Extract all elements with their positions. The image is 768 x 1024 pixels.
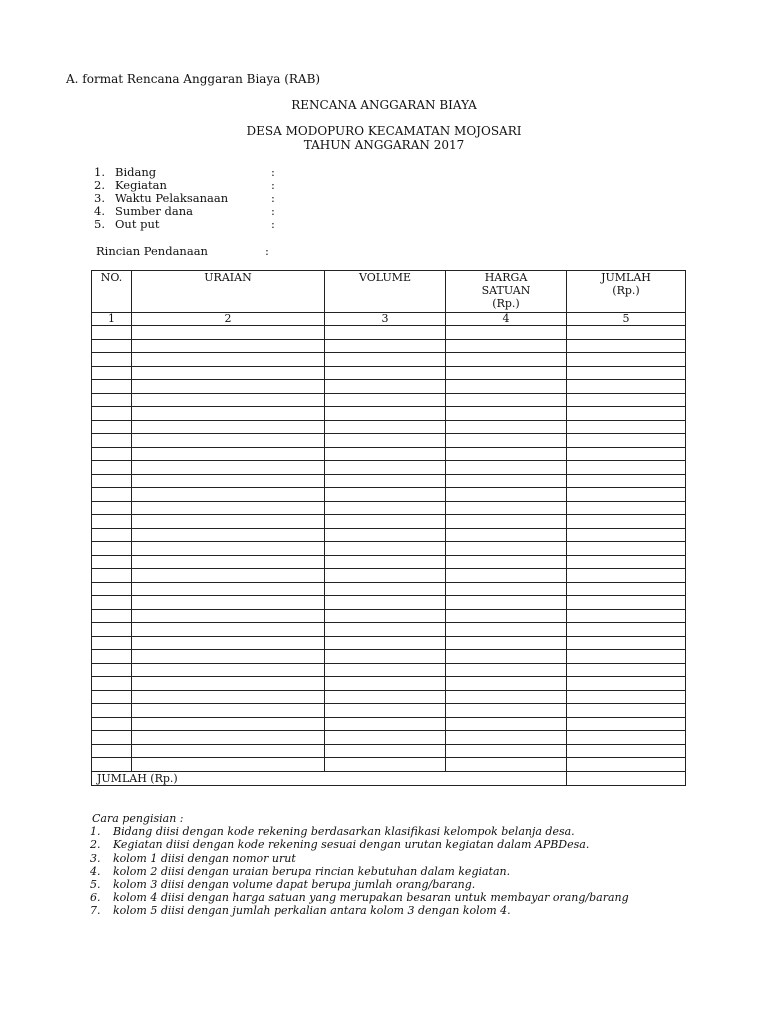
table-cell <box>325 677 446 691</box>
header-uraian: URAIAN <box>132 271 325 313</box>
table-cell <box>132 609 325 623</box>
total-value-cell <box>567 771 686 785</box>
table-cell <box>446 542 567 556</box>
table-cell <box>567 393 686 407</box>
filling-instructions <box>90 812 682 918</box>
table-cell <box>132 582 325 596</box>
table-row <box>92 569 686 583</box>
table-cell <box>325 704 446 718</box>
table-cell <box>325 744 446 758</box>
table-cell <box>325 663 446 677</box>
table-cell <box>132 542 325 556</box>
document-title: RENCANA ANGGARAN BIAYA <box>291 98 477 112</box>
info-item-output <box>94 218 294 231</box>
info-number: 2. <box>94 178 105 192</box>
total-label: JUMLAH (Rp.) <box>92 771 567 785</box>
table-row <box>92 528 686 542</box>
header-harga-satuan: HARGA SATUAN (Rp.) <box>446 271 567 313</box>
table-cell <box>325 555 446 569</box>
table-cell <box>325 542 446 556</box>
table-cell <box>132 623 325 637</box>
table-cell <box>325 447 446 461</box>
table-cell <box>325 461 446 475</box>
table-cell <box>446 704 567 718</box>
table-cell <box>567 650 686 664</box>
table-cell <box>132 380 325 394</box>
table-cell <box>325 420 446 434</box>
table-cell <box>446 353 567 367</box>
table-row <box>92 677 686 691</box>
table-cell <box>325 488 446 502</box>
instructions-title: Cara pengisian : <box>92 812 184 825</box>
table-cell <box>325 596 446 610</box>
table-cell <box>132 596 325 610</box>
column-number: 5 <box>567 313 686 326</box>
instruction-item: 3. kolom 1 diisi dengan nomor urut <box>90 851 296 865</box>
table-cell <box>92 434 132 448</box>
table-cell <box>446 758 567 772</box>
table-cell <box>567 717 686 731</box>
table-cell <box>446 717 567 731</box>
table-cell <box>132 690 325 704</box>
column-number: 3 <box>325 313 446 326</box>
table-cell <box>132 461 325 475</box>
info-colon: : <box>271 217 275 231</box>
table-cell <box>446 677 567 691</box>
table-row <box>92 744 686 758</box>
table-row <box>92 326 686 340</box>
table-cell <box>446 515 567 529</box>
table-cell <box>132 569 325 583</box>
table-row <box>92 474 686 488</box>
table-cell <box>92 731 132 745</box>
table-row <box>92 434 686 448</box>
instruction-item: 4. kolom 2 diisi dengan uraian berupa rincian kebutuhan dalam kegiatan. <box>90 864 511 878</box>
table-cell <box>567 326 686 340</box>
section-heading: A. format Rencana Anggaran Biaya (RAB) <box>66 72 321 86</box>
table-cell <box>132 515 325 529</box>
table-cell <box>567 380 686 394</box>
table-cell <box>132 353 325 367</box>
table-cell <box>92 515 132 529</box>
info-label: Out put <box>115 217 160 231</box>
table-cell <box>132 393 325 407</box>
info-label: Bidang <box>115 165 157 179</box>
table-row <box>92 380 686 394</box>
table-row <box>92 758 686 772</box>
budget-table <box>91 270 686 786</box>
table-cell <box>446 569 567 583</box>
table-cell <box>132 366 325 380</box>
column-number: 4 <box>446 313 567 326</box>
instruction-item: 5. kolom 3 diisi dengan volume dapat berupa jumlah orang/barang. <box>90 878 476 892</box>
table-cell <box>446 339 567 353</box>
table-cell <box>567 690 686 704</box>
table-cell <box>92 555 132 569</box>
table-cell <box>92 650 132 664</box>
table-cell <box>446 447 567 461</box>
document-subtitle-year: TAHUN ANGGARAN 2017 <box>303 138 465 152</box>
table-cell <box>446 528 567 542</box>
table-cell <box>92 447 132 461</box>
table-cell <box>446 582 567 596</box>
table-cell <box>567 569 686 583</box>
table-cell <box>325 731 446 745</box>
table-cell <box>567 488 686 502</box>
info-colon: : <box>271 204 275 218</box>
header-volume: VOLUME <box>325 271 446 313</box>
table-cell <box>325 650 446 664</box>
table-cell <box>325 609 446 623</box>
table-cell <box>567 542 686 556</box>
table-row <box>92 488 686 502</box>
table-cell <box>132 663 325 677</box>
table-cell <box>567 474 686 488</box>
table-cell <box>132 447 325 461</box>
table-cell <box>567 663 686 677</box>
column-number: 1 <box>92 313 132 326</box>
table-cell <box>92 636 132 650</box>
column-number-row <box>92 313 686 326</box>
table-cell <box>325 339 446 353</box>
total-row <box>92 771 686 785</box>
table-cell <box>132 731 325 745</box>
table-row <box>92 461 686 475</box>
table-cell <box>92 393 132 407</box>
table-cell <box>132 704 325 718</box>
instruction-item: 7. kolom 5 diisi dengan jumlah perkalian antara kolom 3 dengan kolom 4. <box>90 904 511 918</box>
table-row <box>92 447 686 461</box>
table-cell <box>325 528 446 542</box>
info-colon: : <box>271 165 275 179</box>
table-cell <box>567 731 686 745</box>
instruction-item: 2. Kegiatan diisi dengan kode rekening sesuai dengan urutan kegiatan dalam APBDesa. <box>90 838 590 852</box>
table-cell <box>567 461 686 475</box>
table-cell <box>92 582 132 596</box>
table-cell <box>325 393 446 407</box>
table-cell <box>567 515 686 529</box>
table-cell <box>92 339 132 353</box>
table-row <box>92 731 686 745</box>
table-cell <box>446 393 567 407</box>
table-cell <box>92 744 132 758</box>
table-cell <box>446 420 567 434</box>
table-cell <box>92 474 132 488</box>
table-body <box>92 326 686 772</box>
info-label: Waktu Pelaksanaan <box>115 191 229 205</box>
table-cell <box>567 528 686 542</box>
table-row <box>92 393 686 407</box>
instruction-item: 6. kolom 4 diisi dengan harga satuan yang merupakan besaran untuk membayar orang/barang <box>90 891 629 905</box>
table-cell <box>92 569 132 583</box>
table-row <box>92 663 686 677</box>
table-row <box>92 596 686 610</box>
table-cell <box>567 339 686 353</box>
table-cell <box>92 596 132 610</box>
table-row <box>92 515 686 529</box>
table-cell <box>446 731 567 745</box>
table-row <box>92 542 686 556</box>
info-number: 3. <box>94 191 105 205</box>
table-cell <box>92 690 132 704</box>
table-cell <box>446 555 567 569</box>
table-cell <box>446 596 567 610</box>
table-cell <box>446 663 567 677</box>
table-row <box>92 717 686 731</box>
table-cell <box>325 717 446 731</box>
table-cell <box>92 353 132 367</box>
instruction-item: 1. Bidang diisi dengan kode rekening berdasarkan klasifikasi kelompok belanja desa. <box>90 825 575 839</box>
rincian-colon: : <box>265 244 269 258</box>
table-cell <box>92 420 132 434</box>
info-number: 1. <box>94 165 105 179</box>
table-cell <box>567 758 686 772</box>
rincian-label: Rincian Pendanaan <box>96 244 208 258</box>
table-cell <box>92 663 132 677</box>
table-cell <box>446 623 567 637</box>
table-header-row <box>92 271 686 313</box>
document-subtitle-village: DESA MODOPURO KECAMATAN MOJOSARI <box>246 124 522 138</box>
table-cell <box>446 407 567 421</box>
table-row <box>92 420 686 434</box>
table-row <box>92 555 686 569</box>
table-cell <box>92 609 132 623</box>
table-cell <box>567 636 686 650</box>
table-cell <box>132 420 325 434</box>
table-cell <box>567 582 686 596</box>
header-jumlah: JUMLAH (Rp.) <box>567 271 686 313</box>
table-cell <box>92 758 132 772</box>
table-row <box>92 636 686 650</box>
table-cell <box>325 690 446 704</box>
table-row <box>92 366 686 380</box>
table-cell <box>92 677 132 691</box>
table-cell <box>567 420 686 434</box>
info-colon: : <box>271 191 275 205</box>
table-cell <box>132 677 325 691</box>
table-cell <box>446 380 567 394</box>
table-cell <box>325 623 446 637</box>
table-cell <box>92 717 132 731</box>
table-cell <box>567 434 686 448</box>
info-number: 5. <box>94 217 105 231</box>
table-cell <box>132 501 325 515</box>
table-cell <box>92 366 132 380</box>
table-cell <box>132 407 325 421</box>
table-row <box>92 582 686 596</box>
table-cell <box>446 744 567 758</box>
table-cell <box>92 407 132 421</box>
table-cell <box>567 366 686 380</box>
table-cell <box>446 366 567 380</box>
table-cell <box>325 366 446 380</box>
column-number: 2 <box>132 313 325 326</box>
table-cell <box>132 474 325 488</box>
table-cell <box>446 488 567 502</box>
table-row <box>92 609 686 623</box>
table-cell <box>92 528 132 542</box>
table-row <box>92 339 686 353</box>
table-cell <box>132 488 325 502</box>
table-cell <box>446 650 567 664</box>
table-cell <box>325 353 446 367</box>
table-cell <box>325 407 446 421</box>
rincian-pendanaan <box>96 244 269 258</box>
table-cell <box>325 434 446 448</box>
table-row <box>92 704 686 718</box>
table-cell <box>567 353 686 367</box>
table-cell <box>446 434 567 448</box>
table-cell <box>325 758 446 772</box>
table-cell <box>132 434 325 448</box>
header-no: NO. <box>92 271 132 313</box>
info-number: 4. <box>94 204 105 218</box>
table-cell <box>567 407 686 421</box>
info-label: Sumber dana <box>115 204 193 218</box>
table-row <box>92 407 686 421</box>
table-cell <box>567 623 686 637</box>
table-cell <box>132 744 325 758</box>
table-cell <box>325 501 446 515</box>
info-colon: : <box>271 178 275 192</box>
table-row <box>92 623 686 637</box>
table-cell <box>92 501 132 515</box>
table-cell <box>446 474 567 488</box>
table-row <box>92 650 686 664</box>
table-cell <box>325 636 446 650</box>
table-cell <box>325 569 446 583</box>
table-cell <box>132 636 325 650</box>
table-cell <box>132 528 325 542</box>
table-cell <box>325 474 446 488</box>
table-cell <box>92 704 132 718</box>
table-cell <box>132 555 325 569</box>
table-cell <box>132 758 325 772</box>
table-cell <box>446 461 567 475</box>
table-cell <box>92 461 132 475</box>
table-cell <box>132 339 325 353</box>
table-cell <box>567 609 686 623</box>
table-cell <box>567 447 686 461</box>
table-cell <box>132 650 325 664</box>
table-cell <box>92 623 132 637</box>
table-cell <box>567 677 686 691</box>
table-cell <box>325 380 446 394</box>
table-cell <box>446 636 567 650</box>
info-label: Kegiatan <box>115 178 167 192</box>
table-cell <box>446 609 567 623</box>
table-row <box>92 501 686 515</box>
table-cell <box>567 744 686 758</box>
table-cell <box>325 515 446 529</box>
table-cell <box>567 501 686 515</box>
table-cell <box>132 717 325 731</box>
table-row <box>92 353 686 367</box>
info-list <box>94 166 294 231</box>
table-cell <box>567 555 686 569</box>
table-cell <box>132 326 325 340</box>
table-cell <box>92 326 132 340</box>
table-row <box>92 690 686 704</box>
table-cell <box>567 704 686 718</box>
table-cell <box>92 488 132 502</box>
table-cell <box>446 690 567 704</box>
table-cell <box>92 380 132 394</box>
table-cell <box>446 501 567 515</box>
table-cell <box>92 542 132 556</box>
table-cell <box>446 326 567 340</box>
table-cell <box>567 596 686 610</box>
table-cell <box>325 582 446 596</box>
table-cell <box>325 326 446 340</box>
